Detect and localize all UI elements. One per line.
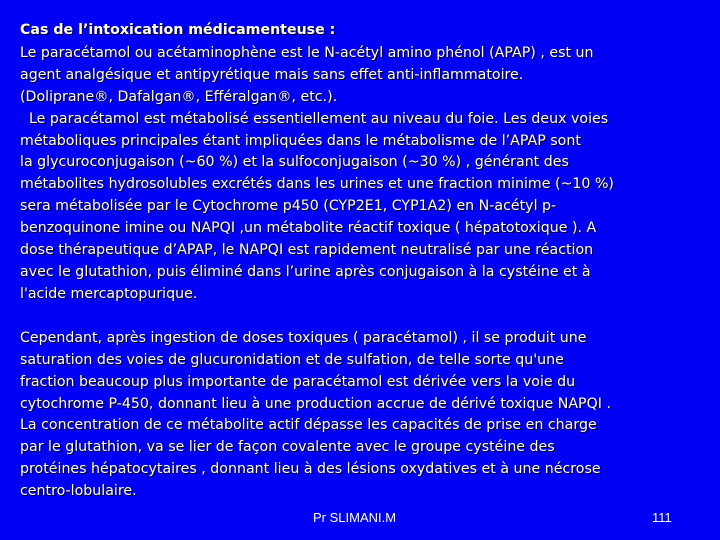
text-line: centro-lobulaire. (20, 483, 137, 500)
text-line: par le glutathion, va se lier de façon covalente avec le groupe cystéine des (20, 439, 555, 456)
text-line: Le paracétamol ou acétaminophène est le N-acétyl amino phénol (APAP) , est un (20, 44, 594, 61)
text-line: sera métabolisée par le Cytochrome p450 (CYP2E1, CYP1A2) en N-acétyl p- (20, 198, 557, 215)
paragraph-paracetamol-metabolism (20, 43, 710, 306)
text-line: La concentration de ce métabolite actif dépasse les capacités de prise en charge (20, 417, 597, 434)
text-line: fraction beaucoup plus importante de paracétamol est dérivée vers la voie du (20, 373, 576, 390)
text-line: (Doliprane®, Dafalgan®, Efféralgan®, etc.). (20, 88, 338, 105)
text-line: dose thérapeutique d’APAP, le NAPQI est rapidement neutralisé par une réaction (20, 242, 594, 259)
slide-title: Cas de l’intoxication médicamenteuse : (20, 22, 336, 38)
text-line: l'acide mercaptopurique. (20, 285, 198, 302)
text-line: benzoquinone imine ou NAPQI ,un métabolite réactif toxique ( hépatotoxique ). A (20, 220, 597, 237)
text-line: protéines hépatocytaires , donnant lieu à des lésions oxydatives et à une nécrose (20, 461, 601, 478)
text-line: agent analgésique et antipyrétique mais sans effet anti-inflammatoire. (20, 66, 524, 83)
text-line: métaboliques principales étant impliquées dans le métabolisme de l’APAP sont (20, 132, 581, 149)
text-line: la glycuroconjugaison (~60 %) et la sulfoconjugaison (~30 %) , générant des (20, 154, 569, 171)
text-line: métabolites hydrosolubles excrétés dans les urines et une fraction minime (~10 %) (20, 176, 614, 193)
slide-body (20, 20, 710, 503)
text-line: Le paracétamol est métabolisé essentiellement au niveau du foie. Les deux voies (20, 110, 609, 127)
paragraph-toxic-dose (20, 328, 710, 503)
text-line: cytochrome P-450, donnant lieu à une production accrue de dérivé toxique NAPQI . (20, 395, 611, 412)
text-line: saturation des voies de glucuronidation et de sulfation, de telle sorte qu'une (20, 351, 564, 368)
text-line: avec le glutathion, puis éliminé dans l’urine après conjugaison à la cystéine et à (20, 263, 591, 280)
page-number: 111 (652, 510, 672, 525)
footer-author: Pr SLIMANI.M (313, 510, 397, 525)
text-line: Cependant, après ingestion de doses toxiques ( paracétamol) , il se produit une (20, 329, 587, 346)
paragraph-spacer (20, 306, 710, 328)
